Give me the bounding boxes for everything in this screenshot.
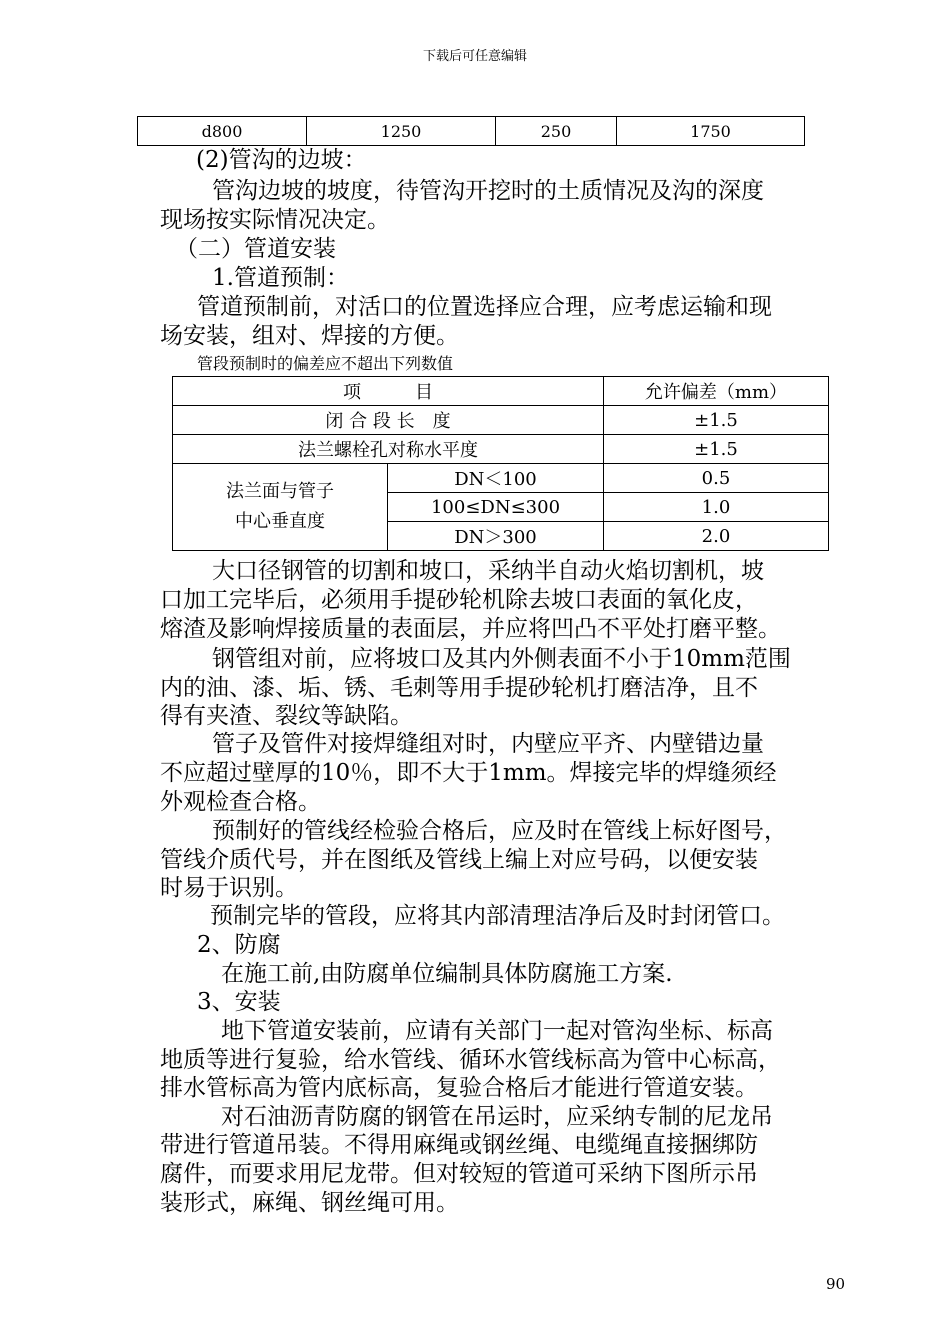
header-cell-tolerance: 允许偏差（mm）	[604, 377, 829, 406]
paragraph-line: 管线介质代号，并在图纸及管线上编上对应号码，以便安装	[160, 847, 758, 873]
table-cell: d800	[138, 117, 307, 146]
paragraph-line: 排水管标高为管内底标高，复验合格后才能进行管道安装。	[160, 1075, 758, 1101]
deviation-table	[172, 376, 829, 551]
paragraph-line: 地质等进行复验，给水管线、循环水管线标高为管中心标高，	[160, 1047, 781, 1073]
table-row	[173, 464, 829, 493]
paragraph-line: 口加工完毕后，必须用手提砂轮机除去坡口表面的氧化皮，	[160, 587, 758, 613]
section-heading: （二）管道安装	[175, 236, 336, 262]
table-caption: 管段预制时的偏差应不超出下列数值	[197, 354, 454, 373]
page-number: 90	[826, 1275, 846, 1293]
pipe-size-table	[137, 116, 805, 146]
condition-cell: DN＞300	[388, 522, 604, 551]
paragraph-line: 预制完毕的管段，应将其内部清理洁净后及时封闭管口。	[210, 903, 785, 929]
table-row	[173, 406, 829, 435]
table-header-row	[173, 377, 829, 406]
row-value: ±1.5	[604, 406, 829, 435]
group-label-line: 法兰面与管子	[226, 481, 334, 502]
table-row	[138, 117, 805, 146]
paragraph-line: 管道预制前，对活口的位置选择应合理，应考虑运输和现	[197, 294, 772, 320]
table-cell: 1250	[307, 117, 496, 146]
paragraph-line: 熔渣及影响焊接质量的表面层，并应将凹凸不平处打磨平整。	[160, 616, 781, 642]
section-heading: 2、防腐	[197, 932, 281, 958]
condition-cell: DN＜100	[388, 464, 604, 493]
paragraph-line: 在施工前,由防腐单位编制具体防腐施工方案.	[221, 961, 673, 987]
paragraph-line: 对石油沥青防腐的钢管在吊运时，应采纳专制的尼龙吊	[221, 1104, 773, 1130]
paragraph-line: 时易于识别。	[160, 875, 298, 901]
paragraph-line: 地下管道安装前，应请有关部门一起对管沟坐标、标高	[221, 1018, 773, 1044]
paragraph-line: 预制好的管线经检验合格后，应及时在管线上标好图号，	[212, 818, 787, 844]
row-value: ±1.5	[604, 435, 829, 464]
paragraph-line: 内的油、漆、垢、锈、毛刺等用手提砂轮机打磨洁净，且不	[160, 675, 758, 701]
table-row	[173, 435, 829, 464]
paragraph-line: 装形式，麻绳、钢丝绳可用。	[160, 1190, 459, 1216]
table-cell: 250	[496, 117, 617, 146]
subsection-heading: 1.管道预制：	[212, 265, 349, 291]
paragraph-line: 管子及管件对接焊缝组对时，内壁应平齐、内壁错边量	[212, 731, 764, 757]
page-header: 下载后可任意编辑	[422, 49, 527, 64]
table-cell: 1750	[617, 117, 805, 146]
row-label: 法兰螺栓孔对称水平度	[173, 435, 604, 464]
row-value: 2.0	[604, 522, 829, 551]
group-label-cell	[173, 464, 388, 551]
paragraph-line: 腐件，而要求用尼龙带。但对较短的管道可采纳下图所示吊	[160, 1161, 758, 1187]
paragraph-line: 大口径钢管的切割和坡口，采纳半自动火焰切割机，坡	[212, 558, 764, 584]
paragraph-line: 钢管组对前，应将坡口及其内外侧表面不小于10mm范围	[212, 646, 791, 672]
paragraph-line: 场安装，组对、焊接的方便。	[160, 323, 459, 349]
header-cell-item: 项 目	[173, 377, 604, 406]
paragraph-line: 现场按实际情况决定。	[160, 207, 390, 233]
paragraph-line: 不应超过壁厚的10％，即不大于1mm。焊接完毕的焊缝须经	[160, 760, 777, 786]
paragraph-line: (2)管沟的边坡：	[196, 147, 367, 173]
section-heading: 3、安装	[197, 989, 281, 1015]
condition-cell: 100≤DN≤300	[388, 493, 604, 522]
row-value: 0.5	[604, 464, 829, 493]
group-label-line: 中心垂直度	[235, 511, 325, 532]
paragraph-line: 外观检查合格。	[160, 789, 321, 815]
row-value: 1.0	[604, 493, 829, 522]
row-label: 闭 合 段 长 度	[173, 406, 604, 435]
paragraph-line: 带进行管道吊装。不得用麻绳或钢丝绳、电缆绳直接捆绑防	[160, 1132, 758, 1158]
paragraph-line: 管沟边坡的坡度，待管沟开挖时的土质情况及沟的深度	[212, 178, 764, 204]
paragraph-line: 得有夹渣、裂纹等缺陷。	[160, 703, 413, 729]
